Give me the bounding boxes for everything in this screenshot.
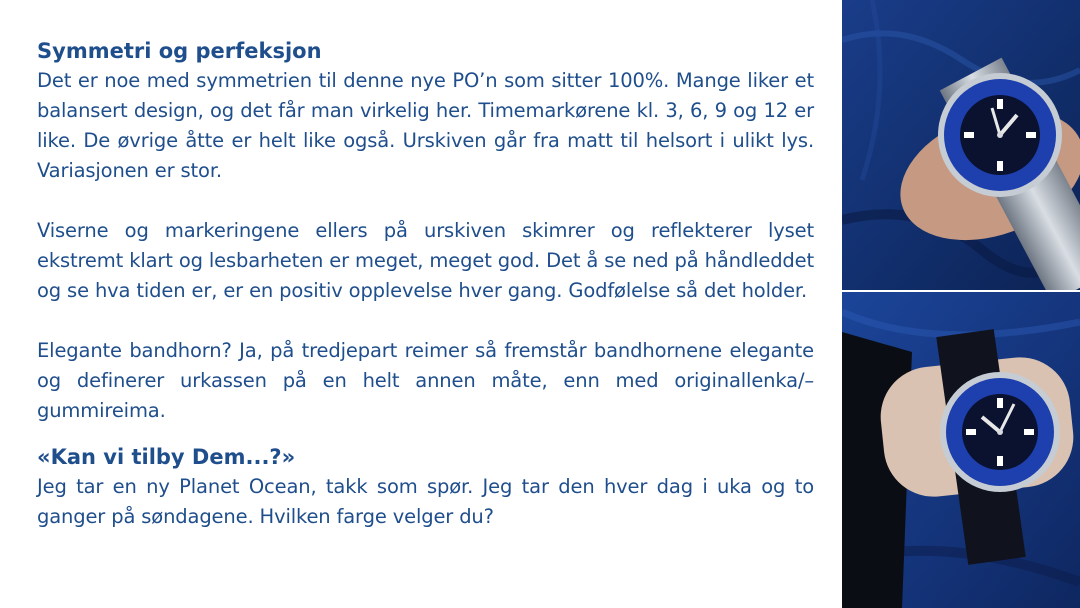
section-heading-offer: «Kan vi tilby Dem...?» bbox=[37, 445, 296, 469]
watch-photo-bracelet bbox=[842, 0, 1080, 290]
section-heading-symmetry: Symmetri og perfeksjon bbox=[37, 39, 322, 63]
text-column bbox=[37, 36, 814, 532]
paragraph-offer: Jeg tar en ny Planet Ocean, takk som spør. Jeg tar den hver dag i uka og to ganger på søndagene. Hvilken farge velger du? bbox=[37, 475, 814, 528]
spacer bbox=[37, 186, 814, 216]
photo-column bbox=[842, 0, 1080, 608]
paragraph-lugs: Elegante bandhorn? Ja, på tredjepart reimer så fremstår bandhornene elegante og definerer urkassen på en helt annen måte, enn med originallenka/–gummireima. bbox=[37, 339, 814, 422]
paragraph-symmetry: Det er noe med symmetrien til denne nye PO’n som sitter 100%. Mange liker et balansert design, og det får man virkelig her. Timemarkørene kl. 3, 6, 9 og 12 er like. De øvrige åtte er helt like også. Urskiven går fra matt til helsort i ulikt lys. Variasjonen er stor. bbox=[37, 69, 814, 182]
paragraph-hands: Viserne og markeringene ellers på urskiven skimrer og reflekterer lyset ekstremt klart og lesbarheten er meget, meget god. Det å se ned på håndleddet og se hva tiden er, er en positiv opplevelse hver gang. Godfølelse så det holder. bbox=[37, 219, 814, 302]
spacer bbox=[37, 306, 814, 336]
spacer bbox=[37, 426, 814, 442]
watch-photo-nato-strap bbox=[842, 292, 1080, 608]
